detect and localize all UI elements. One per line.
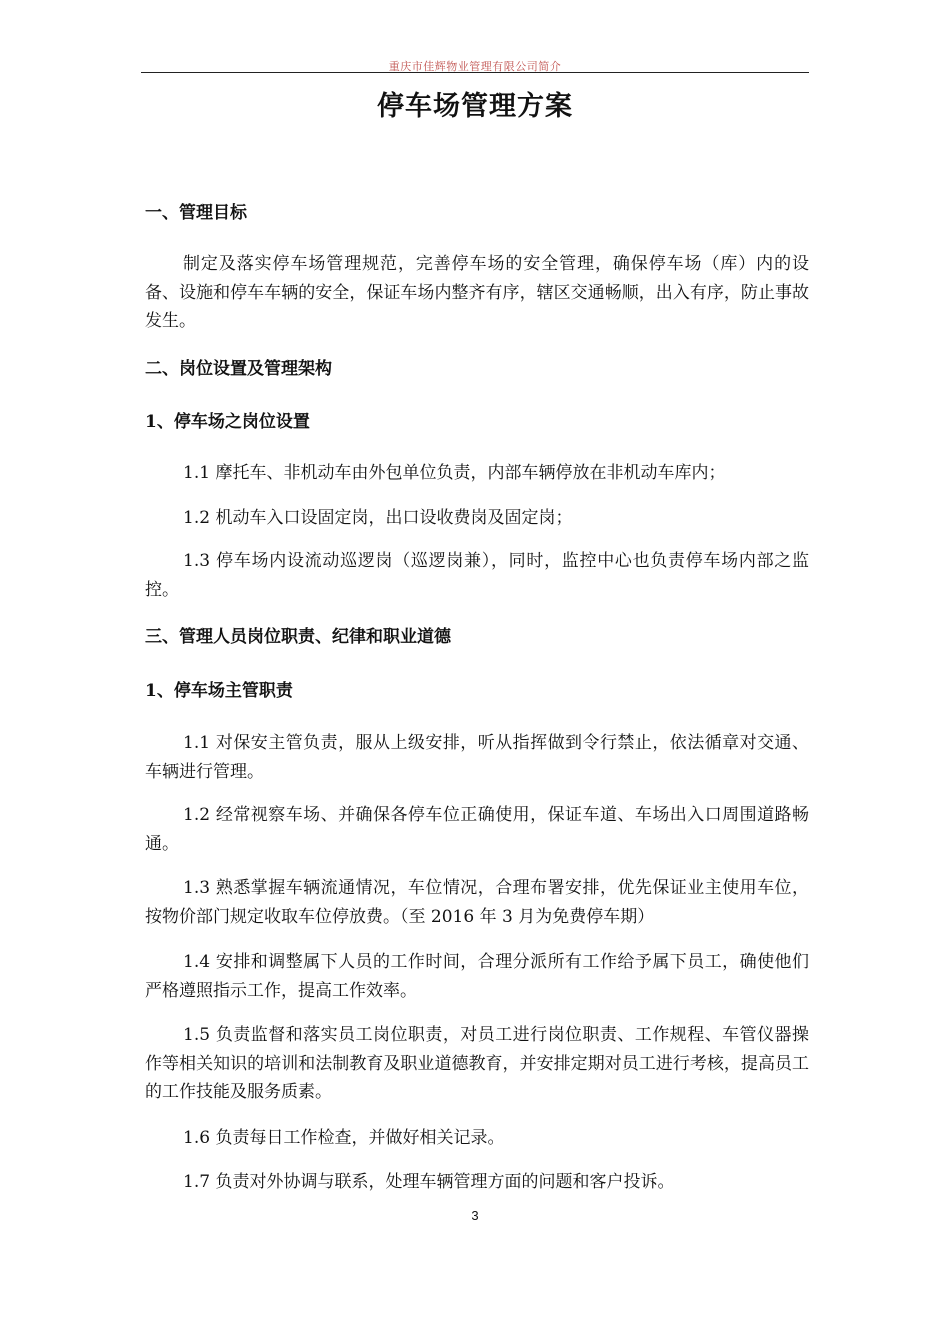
section-heading-1: 一、管理目标 bbox=[145, 203, 247, 223]
list-item bbox=[145, 1021, 809, 1107]
list-item-text: 1.1 摩托车、非机动车由外包单位负责，内部车辆停放在非机动车库内； bbox=[183, 463, 726, 483]
section-1-paragraph bbox=[145, 250, 809, 336]
section-heading-2: 二、岗位设置及管理架构 bbox=[145, 359, 332, 379]
list-item-text: 1.2 机动车入口设固定岗，出口设收费岗及固定岗； bbox=[183, 508, 573, 528]
section-heading-3: 三、管理人员岗位职责、纪律和职业道德 bbox=[145, 627, 451, 647]
list-item bbox=[145, 729, 809, 786]
page-number: 3 bbox=[471, 1208, 479, 1223]
list-item-text: 1.1 对保安主管负责，服从上级安排，听从指挥做到令行禁止，依法循章对交通、车辆进行管理。 bbox=[145, 733, 809, 782]
list-item bbox=[145, 1124, 809, 1153]
list-item-text: 1.3 熟悉掌握车辆流通情况，车位情况，合理布署安排，优先保证业主使用车位，按物价部门规定收取车位停放费。（至 2016 年 3 月为免费停车期） bbox=[145, 878, 809, 927]
header-divider bbox=[141, 72, 809, 73]
list-item bbox=[145, 801, 809, 858]
list-item-text: 1.7 负责对外协调与联系，处理车辆管理方面的问题和客户投诉。 bbox=[183, 1172, 675, 1192]
list-item bbox=[145, 504, 809, 533]
list-item bbox=[145, 547, 809, 604]
list-item bbox=[145, 1168, 809, 1197]
list-item-text: 1.3 停车场内设流动巡逻岗（巡逻岗兼），同时，监控中心也负责停车场内部之监控。 bbox=[145, 551, 809, 600]
paragraph-text: 制定及落实停车场管理规范，完善停车场的安全管理，确保停车场（库）内的设备、设施和停车车辆的安全，保证车场内整齐有序，辖区交通畅顺，出入有序，防止事故发生。 bbox=[145, 254, 809, 331]
list-item-text: 1.6 负责每日工作检查，并做好相关记录。 bbox=[183, 1128, 505, 1148]
list-item-text: 1.5 负责监督和落实员工岗位职责，对员工进行岗位职责、工作规程、车管仪器操作等相关知识的培训和法制教育及职业道德教育，并安排定期对员工进行考核，提高员工的工作技能及服务质素。 bbox=[145, 1025, 809, 1102]
list-item bbox=[145, 874, 809, 931]
subsection-heading-3-1: 1、停车场主管职责 bbox=[145, 681, 293, 701]
list-item-text: 1.2 经常视察车场、并确保各停车位正确使用，保证车道、车场出入口周围道路畅通。 bbox=[145, 805, 809, 854]
subsection-heading-2-1: 1、停车场之岗位设置 bbox=[145, 412, 310, 432]
list-item bbox=[145, 948, 809, 1005]
page-header-company: 重庆市佳辉物业管理有限公司简介 bbox=[388, 60, 562, 73]
list-item bbox=[145, 459, 809, 488]
list-item-text: 1.4 安排和调整属下人员的工作时间，合理分派所有工作给予属下员工，确使他们严格遵照指示工作，提高工作效率。 bbox=[145, 952, 809, 1001]
document-title: 停车场管理方案 bbox=[377, 91, 573, 122]
